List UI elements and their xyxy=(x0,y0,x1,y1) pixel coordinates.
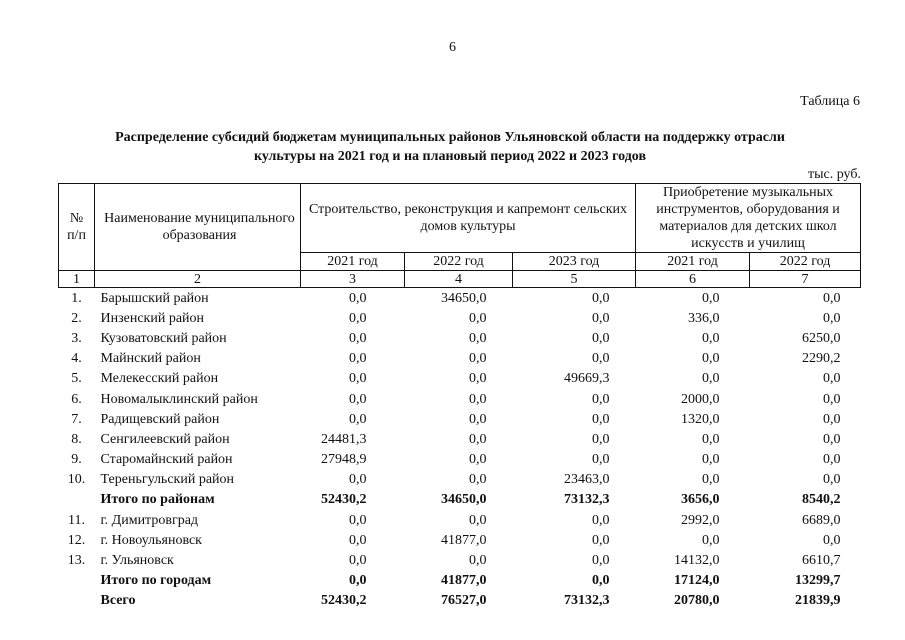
value-cell: 0,0 xyxy=(592,431,610,447)
document-title xyxy=(60,128,840,166)
municipality-name: Итого по районам xyxy=(100,492,215,508)
value-cell: 34650,0 xyxy=(441,290,487,306)
table-row xyxy=(59,429,861,449)
municipality-name: Новомалыклинский район xyxy=(100,391,258,407)
value-cell: 0,0 xyxy=(823,472,841,488)
value-cell: 0,0 xyxy=(469,553,487,569)
value-cell: 76527,0 xyxy=(441,593,487,609)
value-cell: 0,0 xyxy=(349,553,367,569)
table-total-row xyxy=(59,571,861,591)
value-cell: 21839,9 xyxy=(795,593,841,609)
value-cell: 0,0 xyxy=(702,330,720,346)
row-number: 7. xyxy=(71,411,82,427)
value-cell: 336,0 xyxy=(688,310,720,326)
document-title-line-2: культуры на 2021 год и на плановый период 2022 и 2023 годов xyxy=(253,149,646,164)
table-caption: Таблица 6 xyxy=(800,94,860,109)
value-cell: 0,0 xyxy=(469,472,487,488)
column-number: 7 xyxy=(750,271,861,288)
value-cell: 0,0 xyxy=(702,371,720,387)
municipality-name: Тереньгульский район xyxy=(100,472,235,488)
municipality-name: Старомайнский район xyxy=(100,452,233,468)
value-cell: 0,0 xyxy=(469,330,487,346)
value-cell: 6689,0 xyxy=(802,512,841,528)
municipality-name: Всего xyxy=(100,593,136,609)
value-cell: 0,0 xyxy=(469,371,487,387)
value-cell: 0,0 xyxy=(469,351,487,367)
value-cell: 0,0 xyxy=(349,310,367,326)
value-cell: 0,0 xyxy=(349,512,367,528)
value-cell: 0,0 xyxy=(592,452,610,468)
value-cell: 0,0 xyxy=(823,411,841,427)
value-cell: 0,0 xyxy=(702,472,720,488)
value-cell: 24481,3 xyxy=(321,431,367,447)
value-cell: 41877,0 xyxy=(441,532,487,548)
value-cell: 0,0 xyxy=(469,310,487,326)
page-number: 6 xyxy=(449,40,456,55)
document-title-line-1: Распределение субсидий бюджетам муниципальных районов Ульяновской области на поддержку отрасли xyxy=(115,130,785,145)
value-cell: 0,0 xyxy=(469,512,487,528)
column-number: 2 xyxy=(95,271,301,288)
value-cell: 0,0 xyxy=(592,330,610,346)
value-cell: 0,0 xyxy=(592,290,610,306)
value-cell: 27948,9 xyxy=(321,452,367,468)
value-cell: 2290,2 xyxy=(802,351,841,367)
value-cell: 1320,0 xyxy=(681,411,720,427)
header-year: 2021 год xyxy=(301,253,405,271)
column-number: 6 xyxy=(636,271,750,288)
table-total-row xyxy=(59,490,861,510)
value-cell: 6610,7 xyxy=(802,553,841,569)
value-cell: 0,0 xyxy=(702,351,720,367)
value-cell: 0,0 xyxy=(469,391,487,407)
value-cell: 0,0 xyxy=(823,290,841,306)
municipality-name: Итого по городам xyxy=(100,573,212,589)
table-row xyxy=(59,308,861,328)
header-column-numbers-row xyxy=(59,271,861,288)
value-cell: 0,0 xyxy=(349,573,367,589)
municipality-name: г. Ульяновск xyxy=(100,553,174,569)
header-year: 2022 год xyxy=(405,253,513,271)
units-label: тыс. руб. xyxy=(808,167,861,182)
value-cell: 0,0 xyxy=(592,391,610,407)
header-group-instruments: Приобретение музыкальных инструментов, оборудования и материалов для детских школ искусств и училищ xyxy=(636,184,861,253)
header-row xyxy=(59,184,861,253)
value-cell: 0,0 xyxy=(702,532,720,548)
table-row xyxy=(59,288,861,309)
table-row xyxy=(59,328,861,348)
table-row xyxy=(59,349,861,369)
value-cell: 0,0 xyxy=(469,411,487,427)
value-cell: 34650,0 xyxy=(441,492,487,508)
table-row xyxy=(59,470,861,490)
column-number: 3 xyxy=(301,271,405,288)
value-cell: 0,0 xyxy=(592,553,610,569)
table-row xyxy=(59,530,861,550)
value-cell: 8540,2 xyxy=(802,492,841,508)
municipality-name: г. Димитровград xyxy=(100,512,199,528)
header-year: 2022 год xyxy=(750,253,861,271)
value-cell: 23463,0 xyxy=(564,472,610,488)
value-cell: 0,0 xyxy=(349,532,367,548)
value-cell: 0,0 xyxy=(349,371,367,387)
value-cell: 0,0 xyxy=(823,431,841,447)
subsidy-table xyxy=(58,183,861,611)
value-cell: 0,0 xyxy=(592,573,610,589)
value-cell: 0,0 xyxy=(469,452,487,468)
column-number: 4 xyxy=(405,271,513,288)
value-cell: 0,0 xyxy=(349,351,367,367)
municipality-name: Радищевский район xyxy=(100,411,220,427)
value-cell: 20780,0 xyxy=(674,593,720,609)
value-cell: 0,0 xyxy=(823,452,841,468)
column-number: 5 xyxy=(513,271,636,288)
municipality-name: Барышский район xyxy=(100,290,209,306)
value-cell: 0,0 xyxy=(469,431,487,447)
header-year: 2021 год xyxy=(636,253,750,271)
value-cell: 49669,3 xyxy=(564,371,610,387)
value-cell: 0,0 xyxy=(592,512,610,528)
row-number: 5. xyxy=(71,371,82,387)
value-cell: 0,0 xyxy=(702,452,720,468)
municipality-name: Сенгилеевский район xyxy=(100,431,230,447)
value-cell: 17124,0 xyxy=(674,573,720,589)
row-number xyxy=(59,490,95,510)
value-cell: 0,0 xyxy=(349,391,367,407)
value-cell: 0,0 xyxy=(702,290,720,306)
value-cell: 52430,2 xyxy=(321,593,367,609)
row-number xyxy=(59,571,95,591)
value-cell: 3656,0 xyxy=(681,492,720,508)
value-cell: 0,0 xyxy=(592,532,610,548)
row-number: 4. xyxy=(71,351,82,367)
municipality-name: Инзенский район xyxy=(100,310,205,326)
value-cell: 41877,0 xyxy=(441,573,487,589)
header-group-construction: Строительство, реконструкция и капремонт сельских домов культуры xyxy=(301,184,636,253)
municipality-name: Майнский район xyxy=(100,351,201,367)
row-number xyxy=(59,591,95,611)
row-number: 2. xyxy=(71,310,82,326)
table-row xyxy=(59,510,861,530)
table-total-row xyxy=(59,591,861,611)
value-cell: 0,0 xyxy=(349,411,367,427)
municipality-name: Кузоватовский район xyxy=(100,330,227,346)
value-cell: 0,0 xyxy=(823,391,841,407)
municipality-name: Мелекесский район xyxy=(100,371,219,387)
row-number: 9. xyxy=(71,452,82,468)
column-number: 1 xyxy=(59,271,95,288)
value-cell: 0,0 xyxy=(349,290,367,306)
value-cell: 6250,0 xyxy=(802,330,841,346)
value-cell: 0,0 xyxy=(592,310,610,326)
row-number: 12. xyxy=(67,532,86,548)
table-row xyxy=(59,389,861,409)
header-name: Наименование муниципального образования xyxy=(95,184,301,271)
value-cell: 14132,0 xyxy=(674,553,720,569)
row-number: 11. xyxy=(68,512,85,528)
table-row xyxy=(59,369,861,389)
value-cell: 52430,2 xyxy=(321,492,367,508)
value-cell: 0,0 xyxy=(823,310,841,326)
value-cell: 0,0 xyxy=(349,330,367,346)
value-cell: 13299,7 xyxy=(795,573,841,589)
row-number: 13. xyxy=(67,553,86,569)
value-cell: 0,0 xyxy=(592,351,610,367)
table-row xyxy=(59,409,861,429)
value-cell: 0,0 xyxy=(823,371,841,387)
value-cell: 0,0 xyxy=(592,411,610,427)
row-number: 3. xyxy=(71,330,82,346)
value-cell: 0,0 xyxy=(823,532,841,548)
row-number: 8. xyxy=(71,431,82,447)
value-cell: 0,0 xyxy=(702,431,720,447)
row-number: 6. xyxy=(71,391,82,407)
header-num: № п/п xyxy=(59,184,95,271)
value-cell: 0,0 xyxy=(349,472,367,488)
table-row xyxy=(59,450,861,470)
row-number: 10. xyxy=(67,472,86,488)
table-body xyxy=(59,288,861,612)
table-header xyxy=(59,184,861,288)
header-year: 2023 год xyxy=(513,253,636,271)
value-cell: 73132,3 xyxy=(564,492,610,508)
row-number: 1. xyxy=(71,290,82,306)
value-cell: 2000,0 xyxy=(681,391,720,407)
value-cell: 73132,3 xyxy=(564,593,610,609)
municipality-name: г. Новоульяновск xyxy=(100,532,202,548)
value-cell: 2992,0 xyxy=(681,512,720,528)
table-row xyxy=(59,550,861,570)
